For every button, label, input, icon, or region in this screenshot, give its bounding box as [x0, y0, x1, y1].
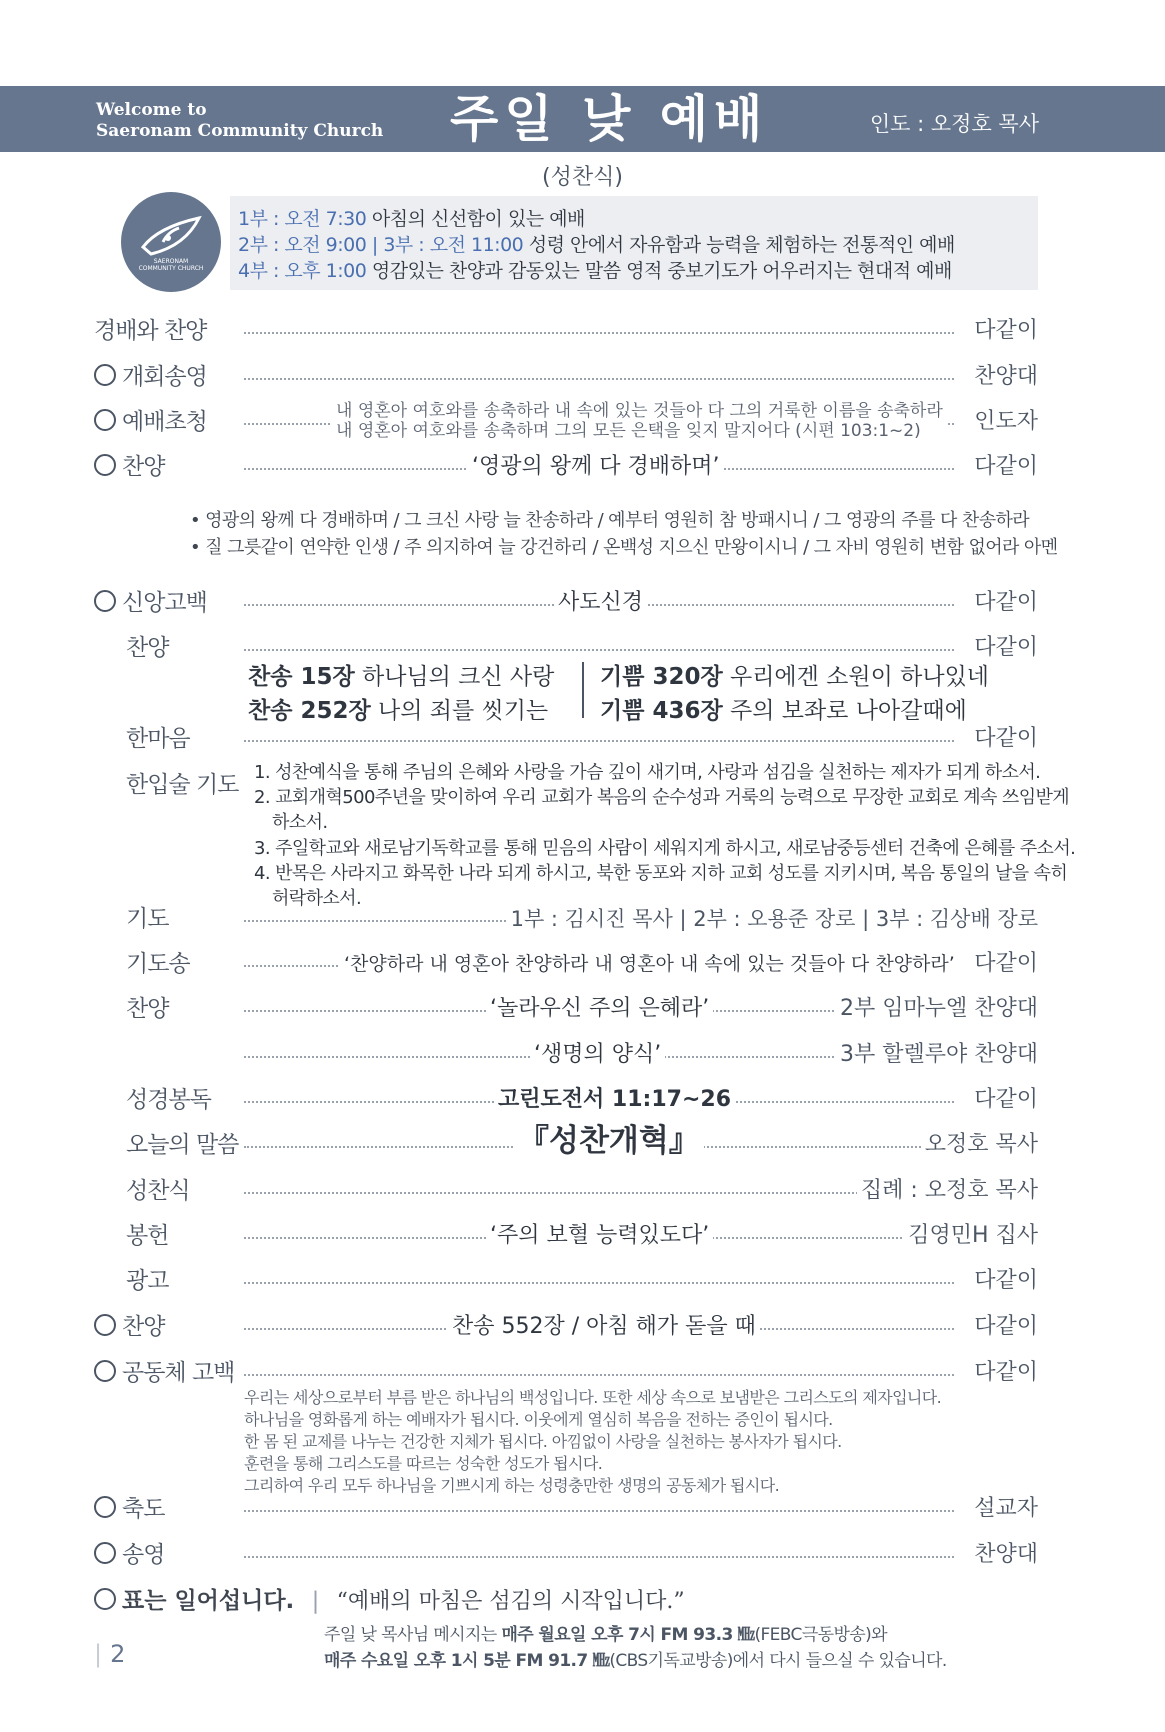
service-1 — [238, 204, 585, 231]
footer-text: (CBS기독교방송)에서 다시 들으실 수 있습니다. — [609, 1651, 947, 1671]
order-item — [94, 1123, 1038, 1162]
page-subtitle: (성찬식) — [542, 165, 623, 190]
order-item — [94, 1219, 1038, 1253]
order-item — [94, 401, 1038, 441]
order-performer: 2부 임마누엘 찬양대 — [836, 992, 1038, 1026]
praise-lyric-line: • 영광의 왕께 다 경배하며 / 그 크신 사랑 늘 찬송하라 / 예부터 영원히 참 방패시니 / 그 영광의 주를 다 찬송하라 — [190, 510, 1030, 531]
leader-dots — [244, 1192, 878, 1194]
hymn-title: 우리에겐 소원이 하나있네 — [729, 664, 990, 690]
order-label-wrap — [94, 1492, 164, 1526]
prayer-item: 3. 주일학교와 새로남기독학교를 통해 믿음의 사람이 세워지게 하시고, 새로남중등센터 건축에 은혜를 주소서. — [254, 838, 1076, 859]
service-2 — [238, 230, 955, 257]
leader-dots — [244, 1374, 954, 1376]
leader-dots — [244, 1510, 954, 1512]
footer-text: 주일 낮 목사님 메시지는 — [324, 1625, 502, 1645]
creed-line: 우리는 세상으로부터 부름 받은 하나님의 백성입니다. 또한 세상 속으로 보냄받은 그리스도의 제자입니다. — [244, 1388, 942, 1407]
order-label: 경배와 찬양 — [94, 318, 207, 344]
order-item — [94, 1492, 1038, 1526]
leader-dots — [244, 740, 954, 742]
order-label: 개회송영 — [122, 364, 207, 390]
invitation-line-2: 내 영혼아 여호와를 송축하며 그의 모든 은택을 잊지 말지어다 (시편 103:1~2) — [336, 421, 921, 441]
stand-marker-icon — [94, 1314, 116, 1336]
closing-quote: “예배의 마침은 섬김의 시작입니다.” — [336, 1589, 685, 1614]
order-label: 기도 — [126, 906, 169, 932]
prayer-item: 허락하소서. — [272, 888, 362, 909]
order-label-wrap — [94, 405, 207, 439]
order-label: 찬양 — [122, 1314, 165, 1340]
order-performer: 오정호 목사 — [921, 1128, 1038, 1162]
logo-text-2: COMMUNITY CHURCH — [138, 265, 204, 272]
service-desc: 아침의 신선함이 있는 예배 — [371, 208, 585, 230]
stand-marker-icon — [94, 364, 116, 386]
sermon-title: 『성찬개혁』 — [514, 1124, 704, 1158]
order-label: 찬양 — [126, 635, 169, 661]
stand-marker-icon — [94, 1588, 116, 1610]
order-label-wrap — [94, 1538, 164, 1572]
order-performer: 1부 : 김시진 목사 | 2부 : 오용준 장로 | 3부 : 김상배 장로 — [507, 902, 1038, 936]
order-label: 오늘의 말씀 — [126, 1132, 239, 1158]
stand-marker-icon — [94, 1360, 116, 1382]
prayer-item: 1. 성찬예식을 통해 주님의 은혜와 사랑을 가슴 깊이 새기며, 사랑과 섬김을 실천하는 제자가 되게 하소서. — [254, 762, 1041, 783]
order-label: 성경봉독 — [126, 1087, 211, 1113]
order-label: 신앙고백 — [122, 590, 207, 616]
order-content: ‘찬양하라 내 영혼아 찬양하라 내 영혼아 내 속에 있는 것들아 다 찬양하라’ — [340, 947, 959, 981]
broadcast-info-line-2 — [324, 1646, 947, 1671]
invitation-text — [332, 401, 947, 441]
leader-dots — [244, 378, 954, 380]
order-performer: 다같이 — [970, 722, 1038, 756]
creed-line: 하나님을 영화롭게 하는 예배자가 됩시다. 이웃에게 열심히 복음을 전하는 증인이 됩시다. — [244, 1410, 833, 1429]
order-performer: 다같이 — [970, 586, 1038, 620]
service-desc: 영감있는 찬양과 감동있는 말씀 영적 중보기도가 어우러지는 현대적 예배 — [371, 260, 952, 282]
order-performer: 다같이 — [970, 1310, 1038, 1344]
leader-dots — [244, 1282, 954, 1284]
order-label: 찬양 — [122, 454, 165, 480]
order-label: 기도송 — [126, 951, 190, 977]
page-title: 주일 낮 예배 — [450, 90, 769, 148]
welcome-line-2: Saeronam Community Church — [96, 121, 384, 141]
order-content: ‘생명의 양식’ — [530, 1038, 665, 1072]
logo-text — [121, 258, 221, 272]
prayer-item: 4. 반목은 사라지고 화목한 나라 되게 하시고, 북한 동포와 지하 교회 성도를 지키시며, 복음 통일의 날을 속히 — [254, 863, 1068, 884]
invitation-line-1: 내 영혼아 여호와를 송축하라 내 속에 있는 것들아 다 그의 거룩한 이름을 송축하라 — [336, 401, 943, 421]
order-label-wrap — [94, 1310, 164, 1344]
leader-dots — [244, 649, 954, 651]
order-label-wrap — [94, 586, 207, 620]
order-performer: 다같이 — [970, 314, 1038, 348]
order-item — [94, 1038, 1038, 1072]
footer-highlight: 매주 월요일 오후 7시 FM 93.3 ㎒ — [501, 1625, 755, 1645]
hymn-number: 기쁨 436장 — [600, 698, 723, 724]
stand-marker-icon — [94, 454, 116, 476]
leader-dots — [244, 332, 954, 334]
hymn-title: 주의 보좌로 나아갈때에 — [729, 698, 967, 724]
order-item — [94, 586, 1038, 620]
order-performer: 다같이 — [970, 1083, 1038, 1117]
footer-text: (FEBC극동방송)와 — [754, 1625, 887, 1645]
welcome-text — [96, 100, 383, 142]
hymn-number: 찬송 252장 — [248, 698, 371, 724]
order-label: 광고 — [126, 1268, 169, 1294]
order-label-wrap — [94, 1356, 234, 1390]
order-item — [94, 1083, 1038, 1117]
order-label-wrap — [94, 450, 164, 484]
closing-note — [94, 1584, 685, 1619]
order-label: 성찬식 — [126, 1178, 190, 1204]
order-item — [94, 722, 1038, 756]
order-item — [94, 314, 1038, 348]
order-item — [94, 947, 1038, 981]
order-performer: 설교자 — [970, 1492, 1038, 1526]
prayer-item: 하소서. — [272, 812, 328, 833]
order-content: ‘놀라우신 주의 은혜라’ — [486, 992, 713, 1026]
order-performer: 다같이 — [970, 631, 1038, 665]
order-item — [94, 902, 1038, 936]
stand-marker-icon — [94, 590, 116, 612]
stand-marker-icon — [94, 1496, 116, 1518]
hymn-title: 하나님의 크신 사랑 — [361, 664, 555, 690]
order-content: 찬송 552장 / 아침 해가 돋을 때 — [448, 1310, 760, 1344]
order-label: 찬양 — [126, 996, 169, 1022]
order-label: 축도 — [122, 1496, 165, 1522]
page-number — [94, 1640, 125, 1668]
creed-line: 훈련을 통해 그리스도를 따르는 성숙한 성도가 됩시다. — [244, 1454, 603, 1473]
dove-icon — [121, 192, 221, 292]
leader-dots — [244, 1556, 954, 1558]
order-performer: 다같이 — [970, 947, 1038, 981]
order-performer: 3부 할렐루야 찬양대 — [836, 1038, 1038, 1072]
order-label: 예배초청 — [122, 409, 207, 435]
order-item — [94, 450, 1038, 484]
hymn-item — [600, 692, 967, 725]
order-label: 한마음 — [126, 726, 190, 752]
header-bar — [0, 86, 1165, 152]
hymn-number: 기쁨 320장 — [600, 664, 723, 690]
stand-legend: 표는 일어섭니다. — [122, 1588, 295, 1614]
hymn-title: 나의 죄를 씻기는 — [377, 698, 549, 724]
order-label-wrap — [94, 360, 207, 394]
prayer-item: 2. 교회개혁500주년을 맞이하여 우리 교회가 복음의 순수성과 거룩의 능력으로 무장한 교회로 계속 쓰임받게 — [254, 787, 1070, 808]
order-performer: 다같이 — [970, 1264, 1038, 1298]
broadcast-info-line-1 — [324, 1620, 887, 1645]
order-item — [94, 1174, 1038, 1208]
order-performer: 찬양대 — [970, 1538, 1038, 1572]
hymn-item — [248, 658, 554, 691]
page-number-bar: | — [94, 1640, 103, 1668]
order-item — [94, 360, 1038, 394]
creed-line: 한 몸 된 교제를 나누는 건강한 지체가 됩시다. 아낌없이 사랑을 실천하는 봉사자가 됩시다. — [244, 1432, 842, 1451]
service-time: 2부 : 오전 9:00 | 3부 : 오전 11:00 — [238, 234, 524, 256]
service-times — [230, 196, 1038, 290]
welcome-line-1: Welcome to — [96, 100, 207, 120]
order-label: 한입술 기도 — [126, 772, 239, 798]
creed-line: 그리하여 우리 모두 하나님을 기쁘시게 하는 성령충만한 생명의 공동체가 됩시다. — [244, 1476, 780, 1495]
church-logo — [121, 192, 221, 292]
order-performer: 찬양대 — [970, 360, 1038, 394]
order-performer: 김영민H 집사 — [904, 1219, 1038, 1253]
stand-marker-icon — [94, 1542, 116, 1564]
hymn-item — [248, 692, 548, 725]
order-performer: 다같이 — [970, 450, 1038, 484]
hymn-item — [600, 658, 989, 691]
service-time: 1부 : 오전 7:30 — [238, 208, 367, 230]
order-label: 공동체 고백 — [122, 1360, 235, 1386]
hymn-number: 찬송 15장 — [248, 664, 355, 690]
praise-lyric-line: • 질 그릇같이 연약한 인생 / 주 의지하여 늘 강건하리 / 온백성 지으신 만왕이시니 / 그 자비 영원히 변함 없어라 아멘 — [190, 537, 1058, 558]
order-content: ‘영광의 왕께 다 경배하며’ — [468, 450, 724, 484]
order-performer: 인도자 — [970, 405, 1038, 439]
order-item — [94, 1310, 1038, 1344]
hymn-divider — [582, 662, 584, 718]
service-3 — [238, 256, 952, 283]
order-performer: 집례 : 오정호 목사 — [857, 1174, 1038, 1208]
order-performer: 다같이 — [970, 1356, 1038, 1390]
worship-leader: 인도 : 오정호 목사 — [869, 112, 1039, 136]
order-label: 송영 — [122, 1542, 165, 1568]
order-content: 사도신경 — [554, 586, 647, 620]
order-item — [94, 992, 1038, 1026]
footer-highlight: 매주 수요일 오후 1시 5분 FM 91.7 ㎒ — [324, 1651, 610, 1671]
service-desc: 성령 안에서 자유함과 능력을 체험하는 전통적인 예배 — [528, 234, 955, 256]
page-number-value: 2 — [110, 1640, 126, 1668]
stand-marker-icon — [94, 409, 116, 431]
order-content: ‘주의 보혈 능력있도다’ — [486, 1219, 713, 1253]
scripture-reference: 고린도전서 11:17~26 — [494, 1083, 735, 1117]
service-time: 4부 : 오후 1:00 — [238, 260, 367, 282]
logo-text-1: SAERONAM — [153, 258, 189, 265]
order-item — [94, 1264, 1038, 1298]
divider: | — [311, 1588, 320, 1614]
order-item — [94, 1538, 1038, 1572]
order-label: 봉헌 — [126, 1223, 169, 1249]
